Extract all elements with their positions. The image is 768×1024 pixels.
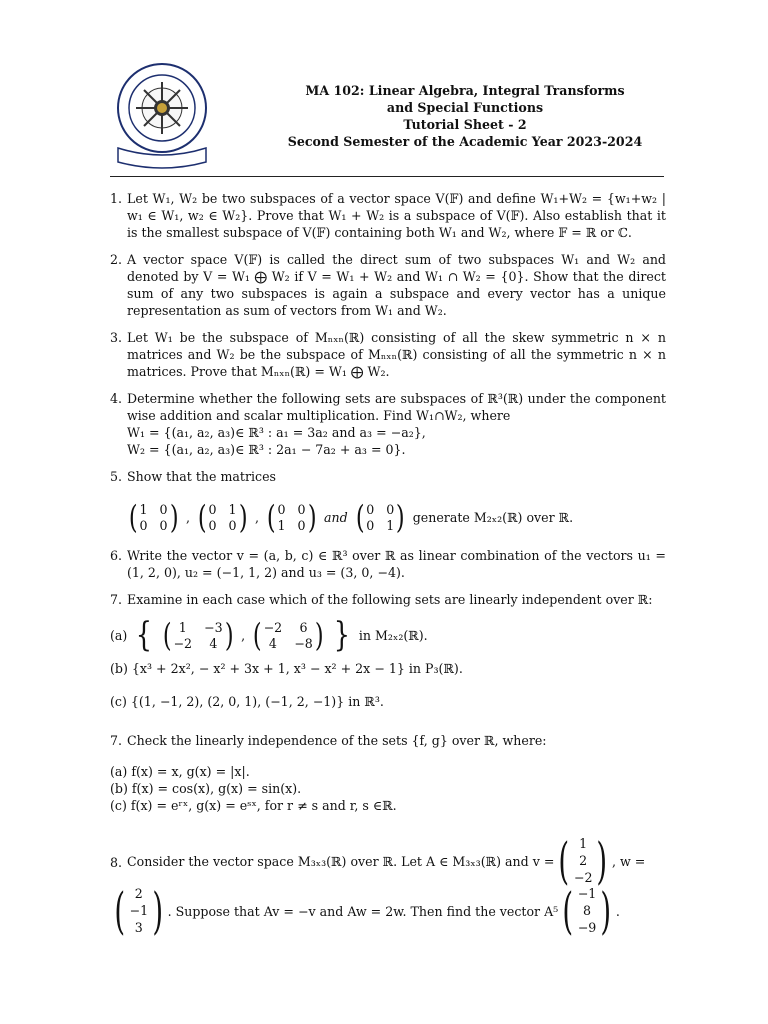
question-3 xyxy=(110,329,666,380)
question-text: Let W₁ be the subspace of Mₙₓₙ(ℝ) consisting of all the skew symmetric n × n matrices and W₂ be the subspace of Mₙₓₙ(ℝ) consisting of all the symmetric n × n matrices. Prove that Mₙₓₙ(ℝ) = W₁ ⨁ W₂. xyxy=(127,330,666,379)
part-a-tail: in M₂ₓ₂(ℝ). xyxy=(358,627,428,643)
matrix-2: ( 0 1 0 0 ) xyxy=(197,498,248,536)
part-a: (a) { ( 1 −3 −2 4 ) , ( −2 6 4 −8 ) } in M₂ₓ₂(ℝ). xyxy=(110,615,428,655)
question-7-functions xyxy=(110,732,666,814)
matrix-3: ( 0 0 1 0 ) xyxy=(266,498,317,536)
question-text: Let W₁, W₂ be two subspaces of a vector space V(𝔽) and define W₁+W₂ = {w₁+w₂ | w₁ ∈ W₁, w₂ ∈ W₂}. Prove that W₁ + W₂ is a subspace of V(𝔽). Also establish that it is the smallest subspace of V(𝔽) containing both W₁ and W₂, where 𝔽 = ℝ or ℂ. xyxy=(127,191,666,240)
question-text: Show that the matrices xyxy=(127,469,277,484)
comma: , xyxy=(255,509,260,525)
question-text: Check the linearly independence of the sets {f, g} over ℝ, where: xyxy=(127,733,547,748)
period: . xyxy=(615,903,620,919)
question-number: 2. xyxy=(110,252,123,267)
header xyxy=(110,62,720,174)
part-c: (c) {(1, −1, 2), (2, 0, 1), (−1, 2, −1)} in ℝ³. xyxy=(110,694,384,709)
question-8 xyxy=(110,832,666,940)
matrix-1: ( 1 0 0 0 ) xyxy=(128,498,179,536)
question-number: 6. xyxy=(110,548,123,563)
matrix-a2: ( −2 6 4 −8 ) xyxy=(252,616,324,654)
question-7-independence xyxy=(110,591,666,710)
comma: , xyxy=(186,509,191,525)
vector-w: ( 2 −1 3 ) xyxy=(114,882,164,940)
w-equals: , w = xyxy=(611,853,646,869)
question-text: Determine whether the following sets are subspaces of ℝ³(ℝ) under the component wise addition and scalar multiplication. Find W₁∩W₂, where xyxy=(127,391,666,423)
vector-result: ( −1 8 −9 ) xyxy=(562,882,612,940)
question-text-2: . Suppose that Av = −v and Aw = 2w. Then find the vector A⁵ xyxy=(167,903,559,919)
question-text: Examine in each case which of the following sets are linearly independent over ℝ: xyxy=(127,592,653,607)
question-text: Consider the vector space M₃ₓ₃(ℝ) over ℝ. Let A ∈ M₃ₓ₃(ℝ) and v = xyxy=(127,853,555,869)
questions xyxy=(110,190,666,946)
part-a: (a) f(x) = x, g(x) = |x|. xyxy=(110,764,250,779)
part-label: (a) xyxy=(110,627,128,643)
part-c: (c) f(x) = eʳˣ, g(x) = eˢˣ, for r ≠ s and r, s ∈ℝ. xyxy=(110,798,397,813)
question-4 xyxy=(110,390,666,458)
question-5 xyxy=(110,468,666,536)
question-number: 3. xyxy=(110,330,123,345)
question-2 xyxy=(110,251,666,319)
question-1 xyxy=(110,190,666,241)
and-word: and xyxy=(324,509,348,525)
sheet-title: Tutorial Sheet - 2 xyxy=(403,117,527,132)
question-number: 7. xyxy=(110,592,123,607)
question-number: 7. xyxy=(110,733,123,748)
question-number: 8. xyxy=(110,855,123,870)
iit-patna-emblem-icon xyxy=(110,62,214,174)
document-titles xyxy=(230,82,700,150)
part-b: (b) f(x) = cos(x), g(x) = sin(x). xyxy=(110,781,302,796)
semester-line: Second Semester of the Academic Year 2023-2024 xyxy=(287,134,643,149)
matrix-tail: generate M₂ₓ₂(ℝ) over ℝ. xyxy=(412,509,574,525)
set-w2: W₂ = {(a₁, a₂, a₃)∈ ℝ³ : 2a₁ − 7a₂ + a₃ = 0}. xyxy=(127,442,406,457)
set-w1: W₁ = {(a₁, a₂, a₃)∈ ℝ³ : a₁ = 3a₂ and a₃ = −a₂}, xyxy=(127,425,426,440)
header-divider xyxy=(110,176,664,177)
course-title: MA 102: Linear Algebra, Integral Transforms xyxy=(305,83,625,98)
matrix-row xyxy=(127,498,666,536)
course-subtitle: and Special Functions xyxy=(386,100,544,115)
question-text: A vector space V(𝔽) is called the direct sum of two subspaces W₁ and W₂ and denoted by V = W₁ ⨁ W₂ if V = W₁ + W₂ and W₁ ∩ W₂ = {0}. Show that the direct sum of any two subspaces is again a subspace and every vector has a unique representation as sum of vectors from W₁ and W₂. xyxy=(127,252,666,318)
matrix-a1: ( 1 −3 −2 4 ) xyxy=(162,616,234,654)
vector-v: ( 1 2 −2 ) xyxy=(558,832,608,890)
matrix-4: ( 0 0 0 1 ) xyxy=(355,498,405,536)
question-number: 1. xyxy=(110,191,123,206)
question-6 xyxy=(110,547,666,581)
part-b: (b) {x³ + 2x², − x² + 3x + 1, x³ − x² + 2x − 1} in P₃(ℝ). xyxy=(110,661,463,676)
question-text: Write the vector v = (a, b, c) ∈ ℝ³ over ℝ as linear combination of the vectors u₁ = (1, 2, 0), u₂ = (−1, 1, 2) and u₃ = (3, 0, −4). xyxy=(127,548,666,580)
question-number: 4. xyxy=(110,391,123,406)
question-number: 5. xyxy=(110,469,123,484)
